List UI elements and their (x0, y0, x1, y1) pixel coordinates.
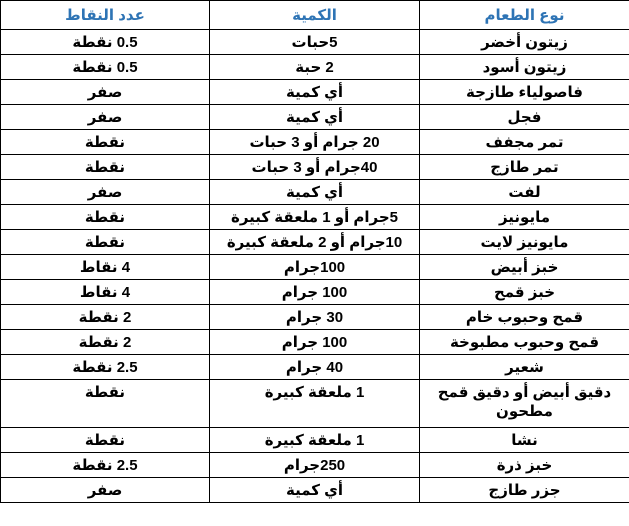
cell-quantity: 100 جرام (210, 330, 420, 355)
table-row (1, 180, 629, 205)
cell-quantity: 2 حبة (210, 55, 420, 80)
cell-quantity: 100 جرام (210, 280, 420, 305)
cell-quantity: 100جرام (210, 255, 420, 280)
cell-points: نقطة (1, 230, 210, 255)
header-row (1, 1, 629, 30)
cell-quantity: 250جرام (210, 453, 420, 478)
cell-points: نقطة (1, 380, 210, 428)
cell-quantity: 5جرام أو 1 ملعقة كبيرة (210, 205, 420, 230)
cell-food-type: زيتون أخضر (420, 30, 629, 55)
cell-points: نقطة (1, 155, 210, 180)
cell-points: 2.5 نقطة (1, 355, 210, 380)
cell-points: صفر (1, 105, 210, 130)
cell-food-type: قمح وحبوب خام (420, 305, 629, 330)
table-row (1, 380, 629, 428)
cell-food-type: مايونيز لايت (420, 230, 629, 255)
cell-food-type: فجل (420, 105, 629, 130)
cell-food-type: خبز أبيض (420, 255, 629, 280)
table-row (1, 80, 629, 105)
cell-food-type: خبز قمح (420, 280, 629, 305)
cell-food-type: شعير (420, 355, 629, 380)
cell-food-type: لفت (420, 180, 629, 205)
table-row (1, 453, 629, 478)
table-row (1, 478, 629, 503)
cell-quantity: 40 جرام (210, 355, 420, 380)
cell-points: 0.5 نقطة (1, 55, 210, 80)
table-row (1, 205, 629, 230)
table-row (1, 355, 629, 380)
cell-quantity: 40جرام أو 3 حبات (210, 155, 420, 180)
cell-quantity: 20 جرام أو 3 حبات (210, 130, 420, 155)
cell-points: صفر (1, 478, 210, 503)
cell-food-type: زيتون أسود (420, 55, 629, 80)
cell-quantity: 1 ملعقة كبيرة (210, 428, 420, 453)
table-row (1, 130, 629, 155)
table-row (1, 255, 629, 280)
cell-points: نقطة (1, 428, 210, 453)
cell-quantity: أي كمية (210, 478, 420, 503)
header-quantity: الكمية (210, 1, 420, 30)
cell-food-type: دقيق أبيض أو دقيق قمح مطحون (420, 380, 629, 428)
table-row (1, 305, 629, 330)
cell-points: نقطة (1, 205, 210, 230)
header-food-type: نوع الطعام (420, 1, 629, 30)
table-row (1, 330, 629, 355)
cell-points: نقطة (1, 130, 210, 155)
cell-points: 4 نقاط (1, 280, 210, 305)
table-row (1, 155, 629, 180)
cell-food-type: جزر طازج (420, 478, 629, 503)
cell-food-type: مايونيز (420, 205, 629, 230)
cell-points: صفر (1, 80, 210, 105)
table-row (1, 230, 629, 255)
table-row (1, 428, 629, 453)
header-points: عدد النقاط (1, 1, 210, 30)
cell-food-type: فاصولياء طازجة (420, 80, 629, 105)
table-row (1, 55, 629, 80)
cell-points: 4 نقاط (1, 255, 210, 280)
cell-points: 2 نقطة (1, 305, 210, 330)
cell-food-type: نشا (420, 428, 629, 453)
cell-food-type: تمر طازج (420, 155, 629, 180)
cell-food-type: قمح وحبوب مطبوخة (420, 330, 629, 355)
cell-quantity: أي كمية (210, 180, 420, 205)
cell-quantity: 1 ملعقة كبيرة (210, 380, 420, 428)
table-row (1, 30, 629, 55)
cell-food-type: تمر مجفف (420, 130, 629, 155)
table-row (1, 280, 629, 305)
cell-quantity: 10جرام أو 2 ملعقة كبيرة (210, 230, 420, 255)
cell-quantity: 5حبات (210, 30, 420, 55)
table-row (1, 105, 629, 130)
cell-quantity: أي كمية (210, 80, 420, 105)
cell-quantity: 30 جرام (210, 305, 420, 330)
cell-points: 2 نقطة (1, 330, 210, 355)
cell-points: 0.5 نقطة (1, 30, 210, 55)
cell-points: صفر (1, 180, 210, 205)
cell-points: 2.5 نقطة (1, 453, 210, 478)
cell-quantity: أي كمية (210, 105, 420, 130)
cell-food-type: خبز ذرة (420, 453, 629, 478)
